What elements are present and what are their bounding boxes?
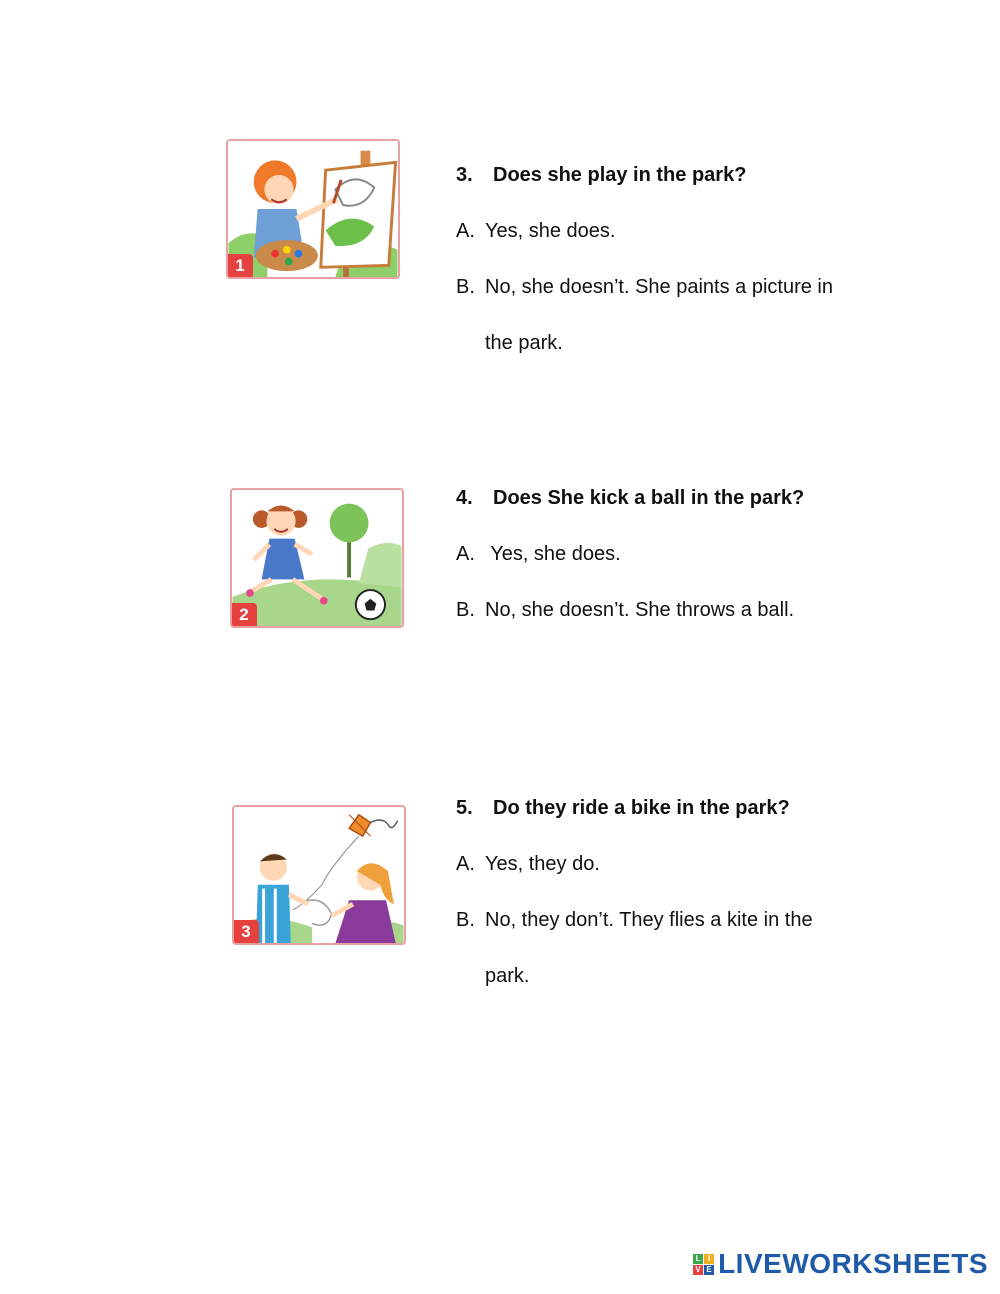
option-text: No, they don’t. They flies a kite in the	[485, 909, 813, 931]
option-text: Yes, she does.	[485, 220, 616, 242]
option-b[interactable]	[456, 259, 876, 315]
option-letter: A.	[456, 853, 475, 875]
option-b[interactable]	[456, 582, 876, 638]
option-letter: A.	[456, 543, 475, 565]
logo-text: LIVEWORKSHEETS	[718, 1248, 988, 1279]
question-block-5	[456, 780, 876, 1004]
option-letter: B.	[456, 599, 475, 621]
picture-badge: 1	[227, 254, 253, 278]
option-text: No, she doesn’t. She throws a ball.	[485, 599, 795, 621]
logo-mark-icon: L I V E	[693, 1254, 714, 1275]
question-number: 4.	[456, 487, 473, 509]
question-block-4	[456, 470, 876, 638]
liveworksheets-logo[interactable]	[693, 1248, 988, 1280]
picture-badge: 3	[233, 920, 259, 944]
question-text: Does She kick a ball in the park?	[493, 487, 805, 509]
kite-illustration	[234, 807, 404, 943]
option-b-continuation: park.	[485, 965, 530, 987]
option-letter: A.	[456, 220, 475, 242]
picture-children-flying-kite	[232, 805, 406, 945]
question-block-3	[456, 147, 876, 371]
picture-badge: 2	[231, 603, 257, 627]
question-4	[456, 470, 876, 526]
question-5	[456, 780, 876, 836]
picture-girl-painting	[226, 139, 400, 279]
question-number: 3.	[456, 164, 473, 186]
option-a[interactable]	[456, 526, 876, 582]
option-a[interactable]	[456, 836, 876, 892]
option-text: No, she doesn’t. She paints a picture in	[485, 276, 833, 298]
option-b-continuation: the park.	[485, 332, 563, 354]
question-3	[456, 147, 876, 203]
picture-girl-kicking-ball	[230, 488, 404, 628]
option-text: Yes, she does.	[485, 543, 621, 565]
question-text: Does she play in the park?	[493, 164, 747, 186]
option-text: Yes, they do.	[485, 853, 600, 875]
question-text: Do they ride a bike in the park?	[493, 797, 790, 819]
option-letter: B.	[456, 276, 475, 298]
option-a[interactable]	[456, 203, 876, 259]
option-letter: B.	[456, 909, 475, 931]
painting-illustration	[228, 141, 398, 277]
option-b[interactable]	[456, 892, 876, 948]
question-number: 5.	[456, 797, 473, 819]
kicking-illustration	[232, 490, 402, 626]
